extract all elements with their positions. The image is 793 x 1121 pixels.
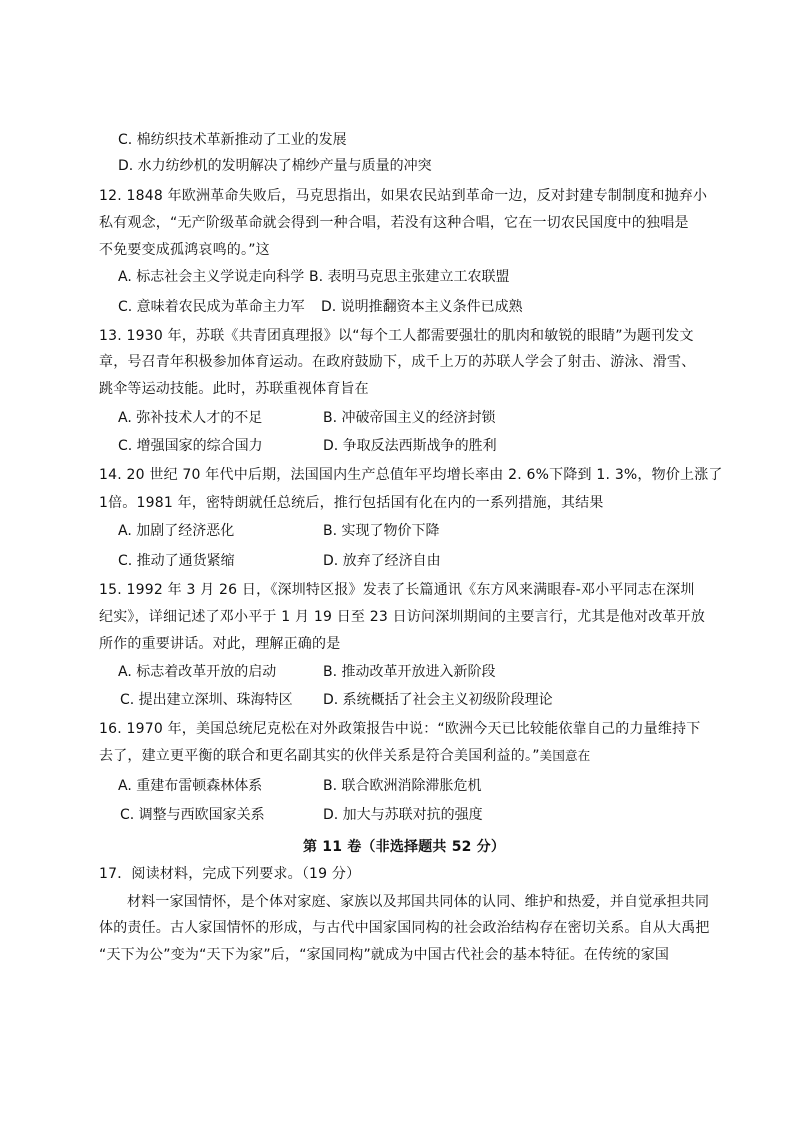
q13-option-a: A. 弥补技术人才的不足	[118, 410, 263, 426]
q17-material-line-1: 材料一家国情怀，是个体对家庭、家族以及邦国共同体的认同、维护和热爱，并自觉承担共同	[127, 894, 710, 910]
q12-option-c: C. 意味着农民成为革命主力军	[118, 299, 305, 315]
q13-option-d: D. 争取反法西斯战争的胜利	[323, 438, 497, 454]
q14-option-a: A. 加剧了经济恶化	[118, 523, 235, 539]
q15-option-d: D. 系统概括了社会主义初级阶段理论	[323, 692, 553, 708]
q12-stem-line-3: 不免要变成孤鸿哀鸣的。”这	[99, 242, 270, 258]
q13-stem-line-1: 13. 1930 年，苏联《共青团真理报》以“每个工人都需要强壮的肌肉和敏锐的眼睛”为题刊发文	[99, 328, 694, 344]
q15-stem-line-3: 所作的重要讲话。对此，理解正确的是	[99, 636, 341, 652]
q15-stem-line-2: 纪实》，详细记述了邓小平于 1 月 19 日至 23 日访问深圳期间的主要言行，尤其是他对改革开放	[99, 609, 706, 625]
q16-stem-line-1: 16. 1970 年，美国总统尼克松在对外政策报告中说：“欧洲今天已比较能依靠自己的力量维持下	[99, 721, 701, 737]
q16-option-c: C. 调整与西欧国家关系	[120, 807, 265, 823]
q14-option-b: B. 实现了物价下降	[323, 523, 440, 539]
q13-option-c: C. 增强国家的综合国力	[118, 438, 263, 454]
q11-option-c: C. 棉纺织技术革新推动了工业的发展	[118, 132, 347, 148]
q16-option-a: A. 重建布雷顿森林体系	[118, 778, 263, 794]
q14-option-d: D. 放弃了经济自由	[323, 553, 441, 569]
q16-stem-line-2-text: 去了，建立更平衡的联合和更名副其实的伙伴关系是符合美国利益的。”	[99, 748, 540, 764]
q12-stem-line-1: 12. 1848 年欧洲革命失败后，马克思指出，如果农民站到革命一边，反对封建专制制度和抛弃小	[99, 188, 708, 204]
q13-stem-line-3: 跳伞等运动技能。此时，苏联重视体育旨在	[99, 381, 369, 397]
q14-option-c: C. 推动了通货紧缩	[118, 553, 235, 569]
q17-material-line-2: 体的责任。古人家国情怀的形成，与古代中国家国同构的社会政治结构存在密切关系。自从大禹把	[99, 920, 710, 936]
q12-stem-line-2: 私有观念，“无产阶级革命就会得到一种合唱，若没有这种合唱，它在一切农民国度中的独唱是	[99, 215, 689, 231]
q15-option-c: C. 提出建立深圳、珠海特区	[120, 692, 293, 708]
q15-stem-line-1: 15. 1992 年 3 月 26 日，《深圳特区报》发表了长篇通讯《东方风来满眼春-邓小平同志在深圳	[99, 582, 695, 598]
q12-option-d: D. 说明推翻资本主义条件已成熟	[321, 299, 523, 315]
q15-option-b: B. 推动改革开放进入新阶段	[323, 664, 496, 680]
q17-material-line-3: “天下为公”变为“天下为家”后，“家国同构”就成为中国古代社会的基本特征。在传统的家国	[99, 947, 670, 963]
q17-heading: 17．阅读材料，完成下列要求。（19 分）	[99, 866, 361, 882]
q15-option-a: A. 标志着改革开放的启动	[118, 664, 277, 680]
q16-option-d: D. 加大与苏联对抗的强度	[323, 807, 483, 823]
q16-option-b: B. 联合欧洲消除滞胀危机	[323, 778, 482, 794]
q14-stem-line-1: 14. 20 世纪 70 年代中后期，法国国内生产总值年平均增长率由 2. 6%下降到 1. 3%，物价上涨了	[99, 467, 723, 483]
q12-option-b: B. 表明马克思主张建立工农联盟	[309, 269, 510, 285]
q16-stem-line-2-tail: 美国意在	[539, 748, 591, 763]
q11-option-d: D. 水力纺纱机的发明解决了棉纱产量与质量的冲突	[118, 158, 432, 174]
q13-option-b: B. 冲破帝国主义的经济封锁	[323, 410, 496, 426]
section-heading: 第 11 卷（非选择题共 52 分）	[303, 839, 506, 855]
q16-stem-line-2	[99, 746, 590, 766]
q14-stem-line-2: 1倍。1981 年，密特朗就任总统后，推行包括国有化在内的一系列措施，其结果	[99, 495, 604, 511]
q13-stem-line-2: 章，号召青年积极参加体育运动。在政府鼓励下，成千上万的苏联人学会了射击、游泳、滑雪、	[99, 354, 696, 370]
q12-option-a: A. 标志社会主义学说走向科学	[118, 269, 305, 285]
